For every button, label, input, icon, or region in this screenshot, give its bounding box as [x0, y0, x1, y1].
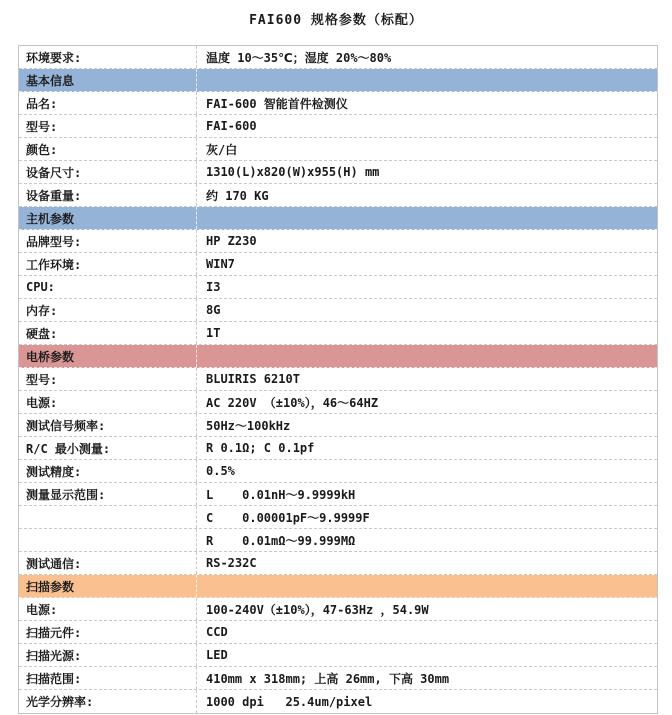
row-label: 扫描元件: [19, 621, 197, 643]
row-label: 设备尺寸: [19, 161, 197, 183]
table-row [19, 115, 657, 138]
row-label: 品名: [19, 92, 197, 114]
table-row [19, 483, 657, 506]
row-value [197, 345, 657, 367]
row-label: 测试通信: [19, 552, 197, 574]
table-row [19, 414, 657, 437]
row-value: 0.5% [206, 464, 235, 478]
section-header-row [19, 575, 657, 598]
row-value: RS-232C [206, 556, 257, 570]
row-label: 测试信号频率: [19, 414, 197, 436]
table-row [19, 460, 657, 483]
row-value: 1310(L)x820(W)x955(H) mm [206, 165, 380, 179]
table-row [19, 368, 657, 391]
row-label: 扫描光源: [19, 644, 197, 666]
row-label: 设备重量: [19, 184, 197, 206]
row-label: 环境要求: [19, 46, 197, 68]
row-value: 100-240V（±10%），47-63Hz ，54.9W [206, 602, 429, 617]
row-label: 测试精度: [19, 460, 197, 482]
row-value: FAI-600 [206, 119, 257, 133]
table-row [19, 184, 657, 207]
row-value: 410mm x 318mm; 上高 26mm, 下高 30mm [206, 671, 450, 686]
row-value [197, 207, 657, 229]
row-label: 品牌型号: [19, 230, 197, 252]
row-label: CPU: [19, 276, 197, 298]
row-label: 型号: [19, 115, 197, 137]
row-value: 50Hz～100kHz [206, 418, 291, 433]
row-value: R 0.1Ω; C 0.1pf [206, 441, 315, 455]
row-value: 1T [206, 326, 221, 340]
table-row [19, 230, 657, 253]
section-header-label: 扫描参数 [19, 575, 197, 597]
table-row [19, 391, 657, 414]
page-title: FAI600 规格参数（标配） [249, 13, 423, 28]
row-value: CCD [206, 625, 228, 639]
table-row [19, 529, 657, 552]
row-value: AC 220V （±10%），46～64HZ [206, 395, 379, 410]
section-header-label: 基本信息 [19, 69, 197, 91]
table-row [19, 552, 657, 575]
row-label [19, 529, 197, 551]
section-header-label: 主机参数 [19, 207, 197, 229]
table-row [19, 161, 657, 184]
row-label: 工作环境: [19, 253, 197, 275]
table-row [19, 644, 657, 667]
section-header-row [19, 345, 657, 368]
row-value: I3 [206, 280, 221, 294]
row-label: 内存: [19, 299, 197, 321]
row-label: 颜色: [19, 138, 197, 160]
table-row [19, 138, 657, 161]
section-header-label: 电桥参数 [19, 345, 197, 367]
section-header-row [19, 207, 657, 230]
row-value: FAI-600 智能首件检测仪 [206, 96, 348, 111]
table-row [19, 253, 657, 276]
row-label: 硬盘: [19, 322, 197, 344]
row-value: 温度 10～35℃；湿度 20%～80% [206, 50, 392, 65]
spec-table [18, 45, 658, 714]
row-value: HP Z230 [206, 234, 257, 248]
row-label [19, 506, 197, 528]
row-label: 电源: [19, 391, 197, 413]
row-value: WIN7 [206, 257, 235, 271]
table-row [19, 667, 657, 690]
row-value: L 0.01nH～9.9999kH [206, 487, 356, 502]
table-row [19, 276, 657, 299]
row-label: R/C 最小测量: [19, 437, 197, 459]
row-value: C 0.00001pF～9.9999F [206, 510, 370, 525]
row-value: R 0.01mΩ～99.999MΩ [206, 533, 356, 548]
row-value [197, 575, 657, 597]
row-value: 1000 dpi 25.4um/pixel [206, 694, 373, 709]
table-row [19, 322, 657, 345]
table-row [19, 598, 657, 621]
table-row [19, 92, 657, 115]
table-row [19, 299, 657, 322]
row-label: 扫描范围: [19, 667, 197, 689]
table-row [19, 46, 657, 69]
row-value: 约 170 KG [206, 188, 269, 203]
row-value: BLUIRIS 6210T [206, 372, 300, 386]
row-value [197, 69, 657, 91]
row-value: LED [206, 648, 228, 662]
table-row [19, 621, 657, 644]
row-label: 测量显示范围: [19, 483, 197, 505]
row-value: 8G [206, 303, 221, 317]
row-label: 型号: [19, 368, 197, 390]
row-label: 电源: [19, 598, 197, 620]
table-row [19, 437, 657, 460]
row-value: 灰/白 [206, 142, 238, 157]
table-row [19, 690, 657, 713]
section-header-row [19, 69, 657, 92]
row-label: 光学分辨率: [19, 690, 197, 713]
table-row [19, 506, 657, 529]
